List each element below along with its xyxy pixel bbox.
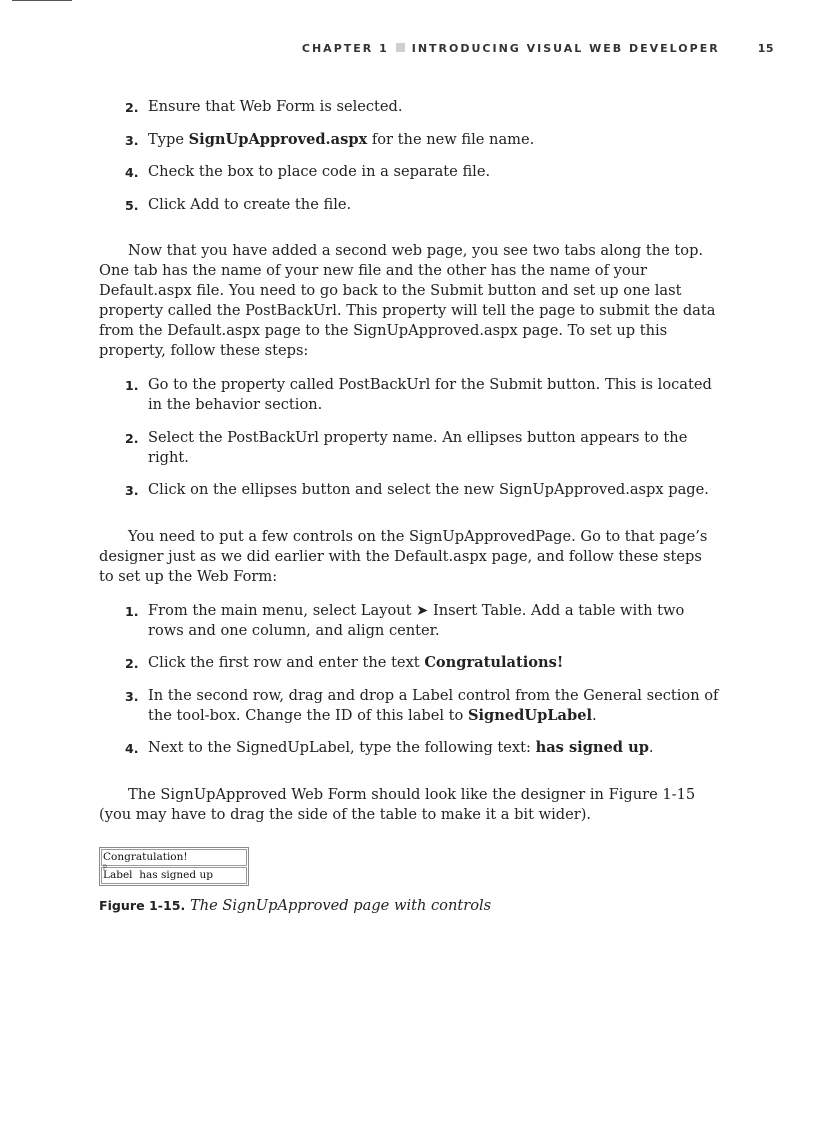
step-number: 3. [125, 688, 139, 704]
step-list-new-file [99, 97, 721, 215]
list-item [99, 375, 721, 415]
step-number: 3. [125, 483, 139, 498]
list-item [99, 162, 721, 182]
paragraph-controls-intro: You need to put a few controls on the SignUpApprovedPage. Go to that page’s designer just as we did earlier with the Default.aspx page, and follow these steps to set up the Web Form: [99, 527, 708, 585]
figure-designer-table [99, 847, 249, 886]
step-text: Click Add to create the file. [148, 195, 352, 213]
page-body [99, 97, 721, 916]
step-text-pre: In the second row, drag and drop a Label control from the General section of the tool-box. Change the ID of this label to [148, 686, 719, 724]
paragraph-tag-marker: p [103, 862, 107, 870]
label-cell-text: Label has signed up [103, 868, 213, 881]
step-text: From the main menu, select Layout ➤ Insert Table. Add a table with two rows and one column, and align center. [148, 601, 685, 639]
list-item [99, 97, 721, 117]
list-item [99, 653, 721, 673]
step-text-post: . [648, 739, 654, 756]
step-text-bold: SignedUpLabel [467, 706, 593, 724]
paragraph-postback-intro: Now that you have added a second web page, you see two tabs along the top. One tab has the name of your new file and the other has the name of your Default.aspx file. You need to go back to the Submit button and set up one last property called the PostBackUrl. This property will tell the page to submit the data from the Default.aspx page to the SignUpApproved.aspx page. To set up this property, follow these steps: [99, 242, 716, 359]
chapter-label: CHAPTER 1 [301, 42, 389, 55]
step-list-controls [99, 601, 721, 759]
step-text: Click on the ellipses button and select the new SignUpApproved.aspx page. [148, 481, 709, 498]
list-item [99, 601, 721, 641]
figure-label: Figure 1-15. [99, 897, 186, 913]
running-head [0, 42, 774, 55]
step-number: 2. [125, 656, 139, 671]
step-number: 3. [125, 132, 139, 148]
step-text-pre: Next to the SignedUpLabel, type the following text: [148, 739, 536, 756]
step-list-postback [99, 375, 721, 500]
separator-square-icon [396, 43, 405, 52]
corner-rule [12, 0, 72, 1]
step-text: Check the box to place code in a separate file. [148, 163, 491, 180]
step-number: 1. [125, 378, 139, 393]
paragraph-figure-reference: The SignUpApproved Web Form should look like the designer in Figure 1-15 (you may have to drag the side of the table to make it a bit wider). [99, 785, 696, 823]
list-item [99, 130, 721, 150]
step-text-pre: Click the first row and enter the text [148, 654, 425, 671]
step-text: Go to the property called PostBackUrl for the Submit button. This is located in the behavior section. [148, 376, 712, 413]
chapter-title: INTRODUCING VISUAL WEB DEVELOPER [411, 42, 720, 55]
congratulation-cell-text: Congratulation! [103, 850, 188, 863]
list-item [99, 480, 721, 500]
step-text-bold: SignUpApproved.aspx [188, 130, 368, 148]
table-row [101, 862, 247, 884]
step-text-post: for the new file name. [367, 130, 535, 148]
step-number: 5. [125, 197, 139, 213]
table-row [101, 849, 247, 866]
page-number: 15 [757, 42, 774, 55]
step-text: Select the PostBackUrl property name. An ellipses button appears to the right. [148, 428, 688, 466]
step-text-bold: has signed up [535, 739, 649, 756]
step-number: 2. [125, 430, 139, 446]
step-text-post: . [592, 706, 597, 724]
step-number: 4. [125, 165, 139, 180]
step-number: 1. [125, 603, 139, 619]
figure-caption-text: The SignUpApproved page with controls [189, 896, 492, 914]
list-item [99, 738, 721, 758]
step-text: Ensure that Web Form is selected. [148, 98, 403, 115]
list-item [99, 195, 721, 215]
list-item [99, 686, 721, 726]
figure-caption [99, 896, 721, 916]
list-item [99, 428, 721, 468]
step-number: 4. [125, 741, 139, 756]
step-text-bold: Congratulations! [424, 654, 564, 671]
step-number: 2. [125, 100, 139, 115]
step-text-pre: Type [148, 130, 189, 148]
